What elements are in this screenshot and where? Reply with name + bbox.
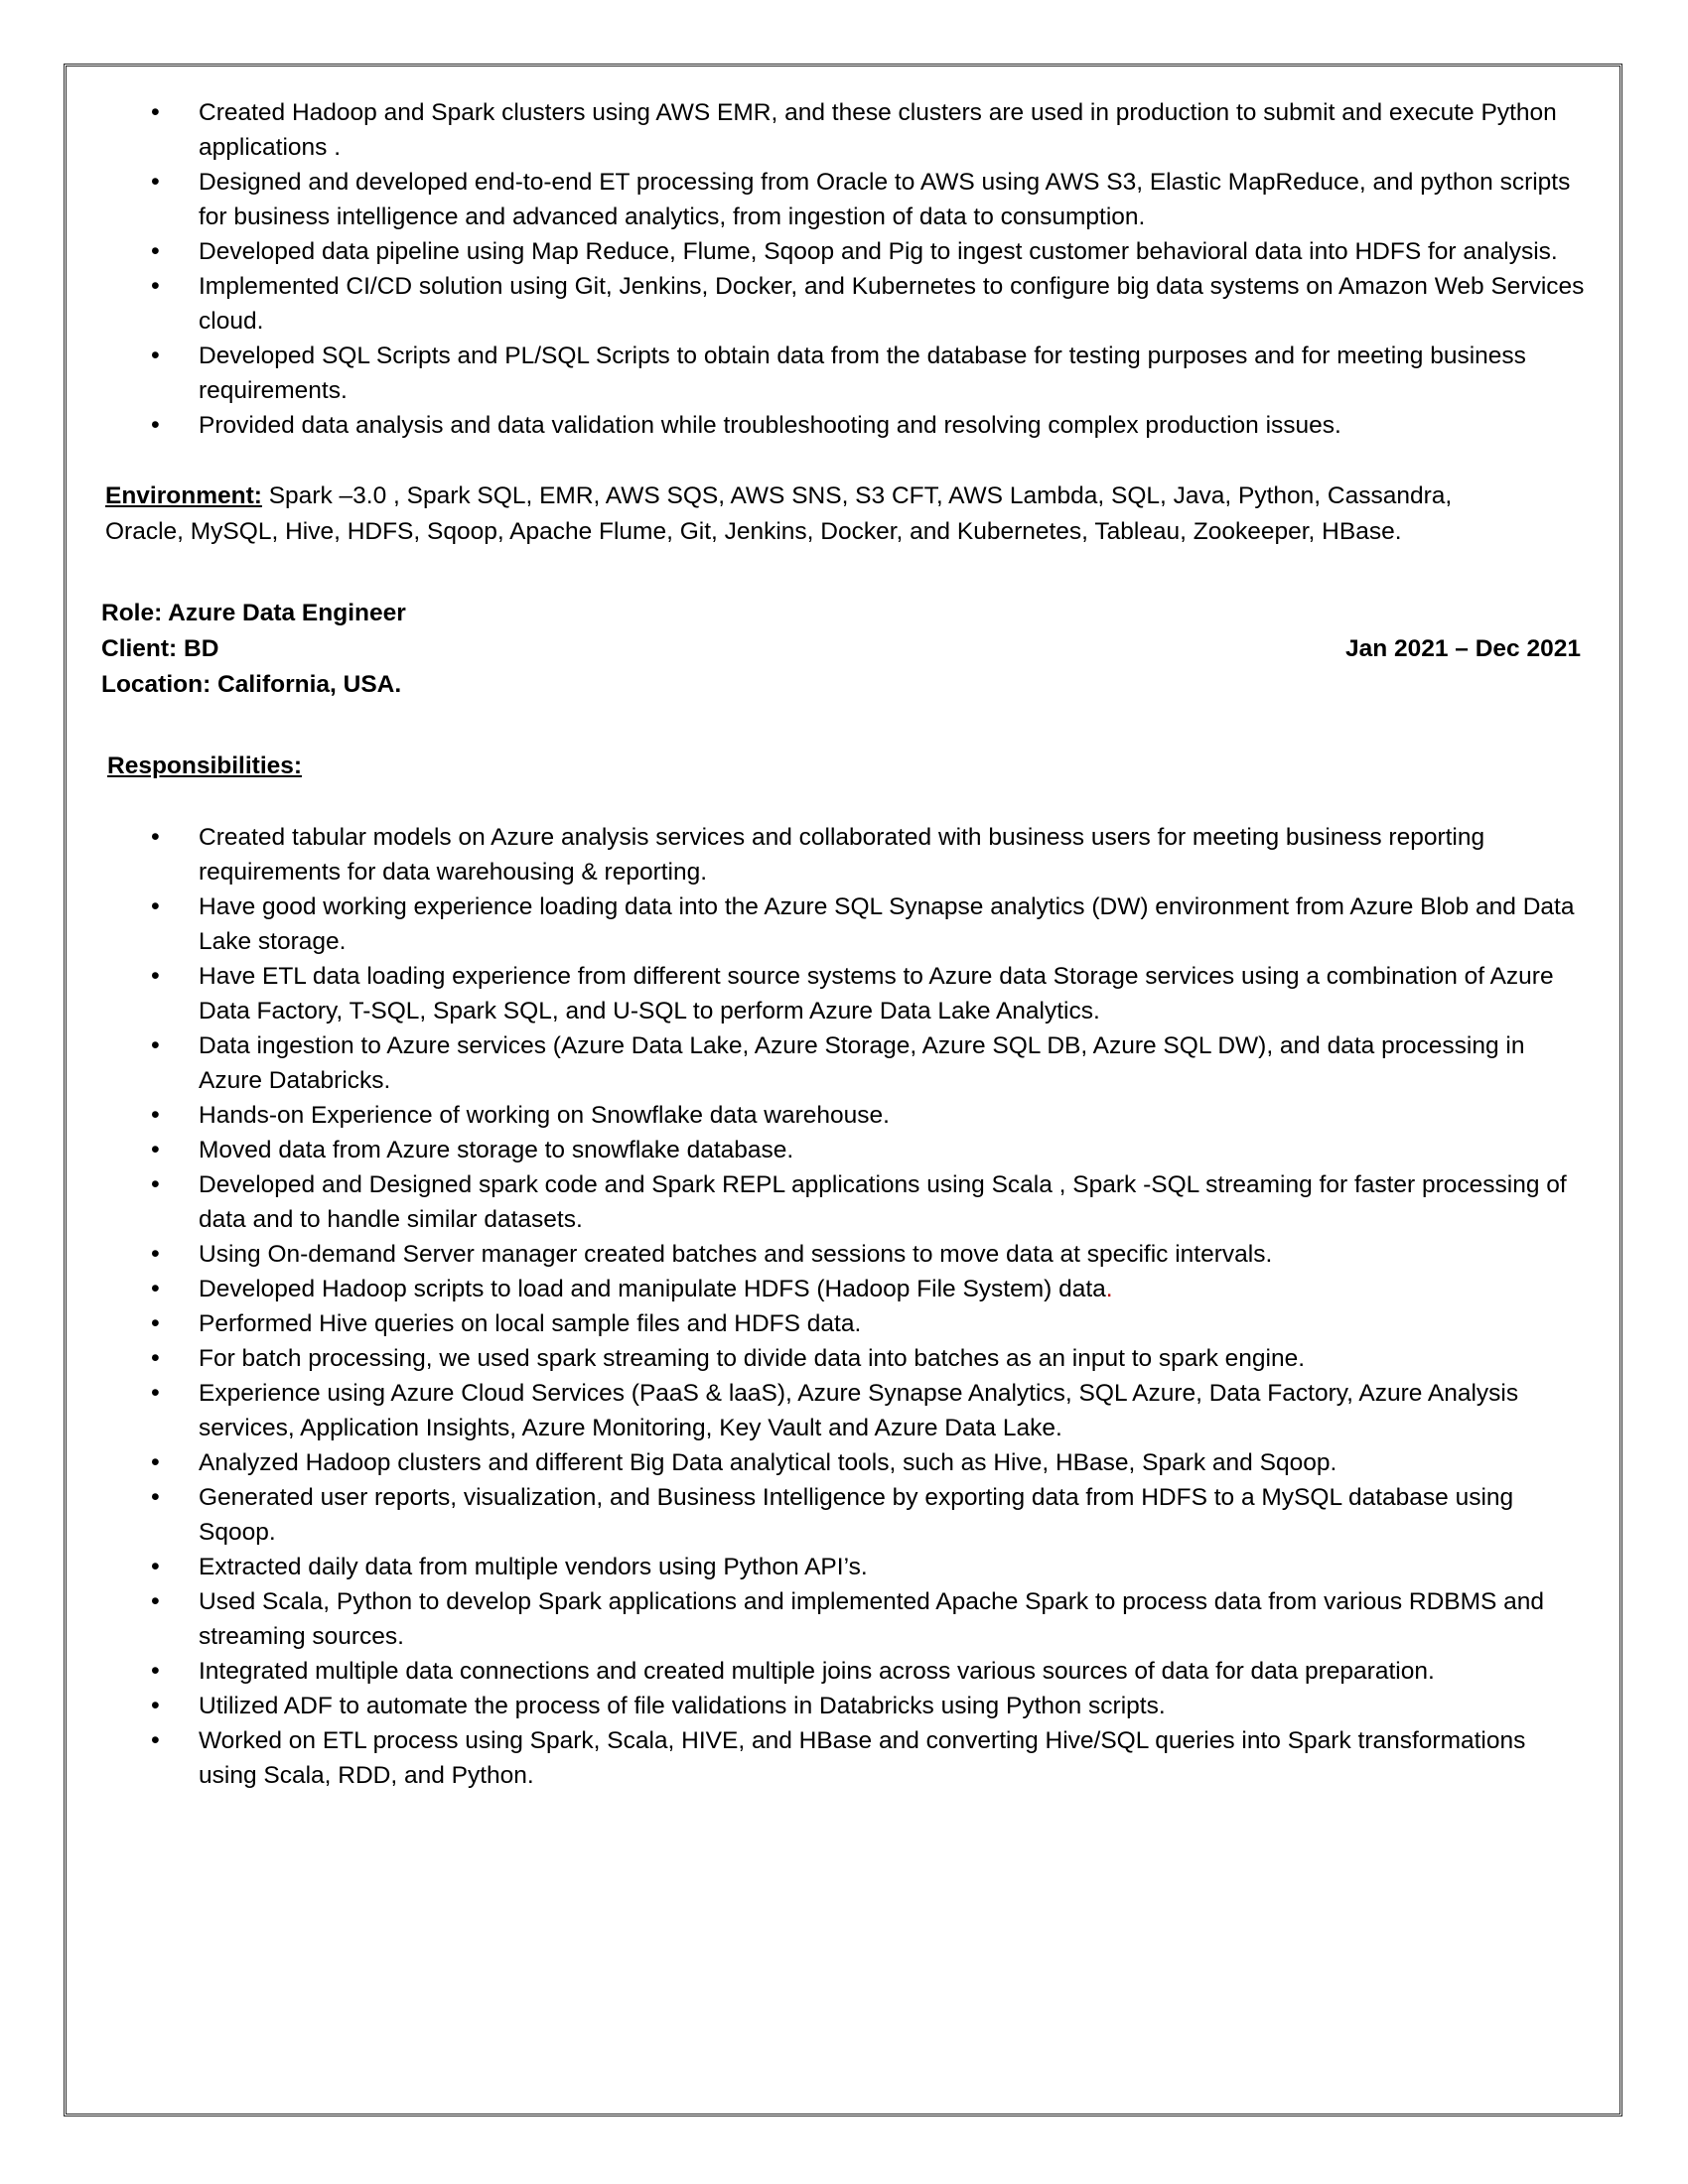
list-item-text: For batch processing, we used spark streaming to divide data into batches as an input to spark engine. (199, 1345, 1306, 1372)
list-item (95, 959, 1585, 1028)
list-item-text: Worked on ETL process using Spark, Scala, HIVE, and HBase and converting Hive/SQL queries into Spark transformations using Scala, RDD, and Python. (199, 1727, 1526, 1789)
spacer (95, 443, 1585, 478)
list-item-text: Experience using Azure Cloud Services (PaaS & laaS), Azure Synapse Analytics, SQL Azure, Data Factory, Azure Analysis services, Application Insights, Azure Monitoring, Key Vault and Azure Data Lake. (199, 1380, 1519, 1441)
list-item (95, 889, 1585, 959)
list-item (95, 1689, 1585, 1723)
list-item (95, 1723, 1585, 1793)
list-item-text: Performed Hive queries on local sample files and HDFS data. (199, 1310, 862, 1337)
list-item-text: Hands-on Experience of working on Snowflake data warehouse. (199, 1102, 890, 1129)
list-item-text: Have good working experience loading data into the Azure SQL Synapse analytics (DW) environment from Azure Blob and Data Lake storage. (199, 893, 1575, 955)
list-item (95, 1341, 1585, 1376)
list-item-text: Designed and developed end-to-end ET processing from Oracle to AWS using AWS S3, Elastic MapReduce, and python scripts for business intelligence and advanced analytics, from ingestion of data to consumption. (199, 169, 1571, 230)
list-item (95, 1167, 1585, 1237)
list-item (95, 1306, 1585, 1341)
list-item-text: Implemented CI/CD solution using Git, Jenkins, Docker, and Kubernetes to configure big data systems on Amazon Web Services cloud. (199, 273, 1585, 335)
list-item-text: Created tabular models on Azure analysis services and collaborated with business users for meeting business reporting requirements for data warehousing & reporting. (199, 824, 1485, 886)
list-item (95, 1654, 1585, 1689)
spacer (95, 784, 1585, 820)
list-item (95, 820, 1585, 889)
list-item-text: Have ETL data loading experience from different source systems to Azure data Storage services using a combination of Azure Data Factory, T-SQL, Spark SQL, and U-SQL to perform Azure Data Lake Analytics. (199, 963, 1554, 1024)
list-item-text: Utilized ADF to automate the process of file validations in Databricks using Python scripts. (199, 1693, 1166, 1719)
list-item (95, 1376, 1585, 1445)
spacer (95, 703, 1585, 749)
list-item-text: Created Hadoop and Spark clusters using AWS EMR, and these clusters are used in production to submit and execute Python applications . (199, 99, 1557, 161)
responsibilities-list (95, 820, 1585, 1793)
role-line: Role: Azure Data Engineer (101, 600, 406, 626)
client-line: Client: BD (101, 635, 219, 662)
list-item (95, 1445, 1585, 1480)
list-item-text: Generated user reports, visualization, and Business Intelligence by exporting data from HDFS to a MySQL database using Sqoop. (199, 1484, 1514, 1546)
list-item (95, 1028, 1585, 1098)
list-item (95, 1133, 1585, 1167)
list-item-text: Moved data from Azure storage to snowflake database. (199, 1137, 794, 1163)
red-period: . (1105, 1276, 1113, 1302)
list-item (95, 1584, 1585, 1654)
list-item (95, 1098, 1585, 1133)
list-item-text: Developed data pipeline using Map Reduce, Flume, Sqoop and Pig to ingest customer behavioral data into HDFS for analysis. (199, 238, 1558, 265)
list-item (95, 95, 1585, 165)
client-date-line (101, 631, 1581, 667)
responsibilities-heading: Responsibilities: (107, 752, 303, 779)
top-responsibilities-list (95, 95, 1585, 443)
list-item-text: Data ingestion to Azure services (Azure Data Lake, Azure Storage, Azure SQL DB, Azure SQL DW), and data processing in Azure Databricks. (199, 1032, 1525, 1094)
list-item (95, 1550, 1585, 1584)
list-item (95, 1237, 1585, 1272)
environment-label: Environment: (105, 482, 262, 509)
list-item (95, 269, 1585, 339)
list-item-text: Developed SQL Scripts and PL/SQL Scripts to obtain data from the database for testing purposes and for meeting business requirements. (199, 342, 1526, 404)
spacer (95, 550, 1585, 596)
list-item (95, 1480, 1585, 1550)
list-item-text: Extracted daily data from multiple vendors using Python API’s. (199, 1554, 868, 1580)
list-item-text: Integrated multiple data connections and created multiple joins across various sources of data for data preparation. (199, 1658, 1435, 1685)
list-item-text: Used Scala, Python to develop Spark applications and implemented Apache Spark to process data from various RDBMS and streaming sources. (199, 1588, 1545, 1650)
list-item (95, 408, 1585, 443)
list-item-text: Analyzed Hadoop clusters and different Big Data analytical tools, such as Hive, HBase, Spark and Sqoop. (199, 1449, 1337, 1476)
list-item-text: Developed Hadoop scripts to load and manipulate HDFS (Hadoop File System) data (199, 1276, 1106, 1302)
date-range: Jan 2021 – Dec 2021 (1344, 635, 1581, 662)
page-content (95, 95, 1585, 1793)
list-item-text: Developed and Designed spark code and Spark REPL applications using Scala , Spark -SQL streaming for faster processing of data and to handle similar datasets. (199, 1171, 1567, 1233)
list-item (95, 339, 1585, 408)
list-item-text: Provided data analysis and data validation while troubleshooting and resolving complex production issues. (199, 412, 1341, 439)
position-header (95, 596, 1585, 703)
environment-text: Spark –3.0 , Spark SQL, EMR, AWS SQS, AWS SNS, S3 CFT, AWS Lambda, SQL, Java, Python, Cassandra, Oracle, MySQL, Hive, HDFS, Sqoop, Apache Flume, Git, Jenkins, Docker, and Kubernetes, Tableau, Zookeeper, HBase. (105, 482, 1453, 545)
list-item-text: Using On-demand Server manager created batches and sessions to move data at specific intervals. (199, 1241, 1273, 1268)
environment-paragraph (95, 478, 1515, 550)
list-item (95, 234, 1585, 269)
list-item (95, 1272, 1585, 1306)
list-item (95, 165, 1585, 234)
location-line: Location: California, USA. (101, 671, 402, 698)
